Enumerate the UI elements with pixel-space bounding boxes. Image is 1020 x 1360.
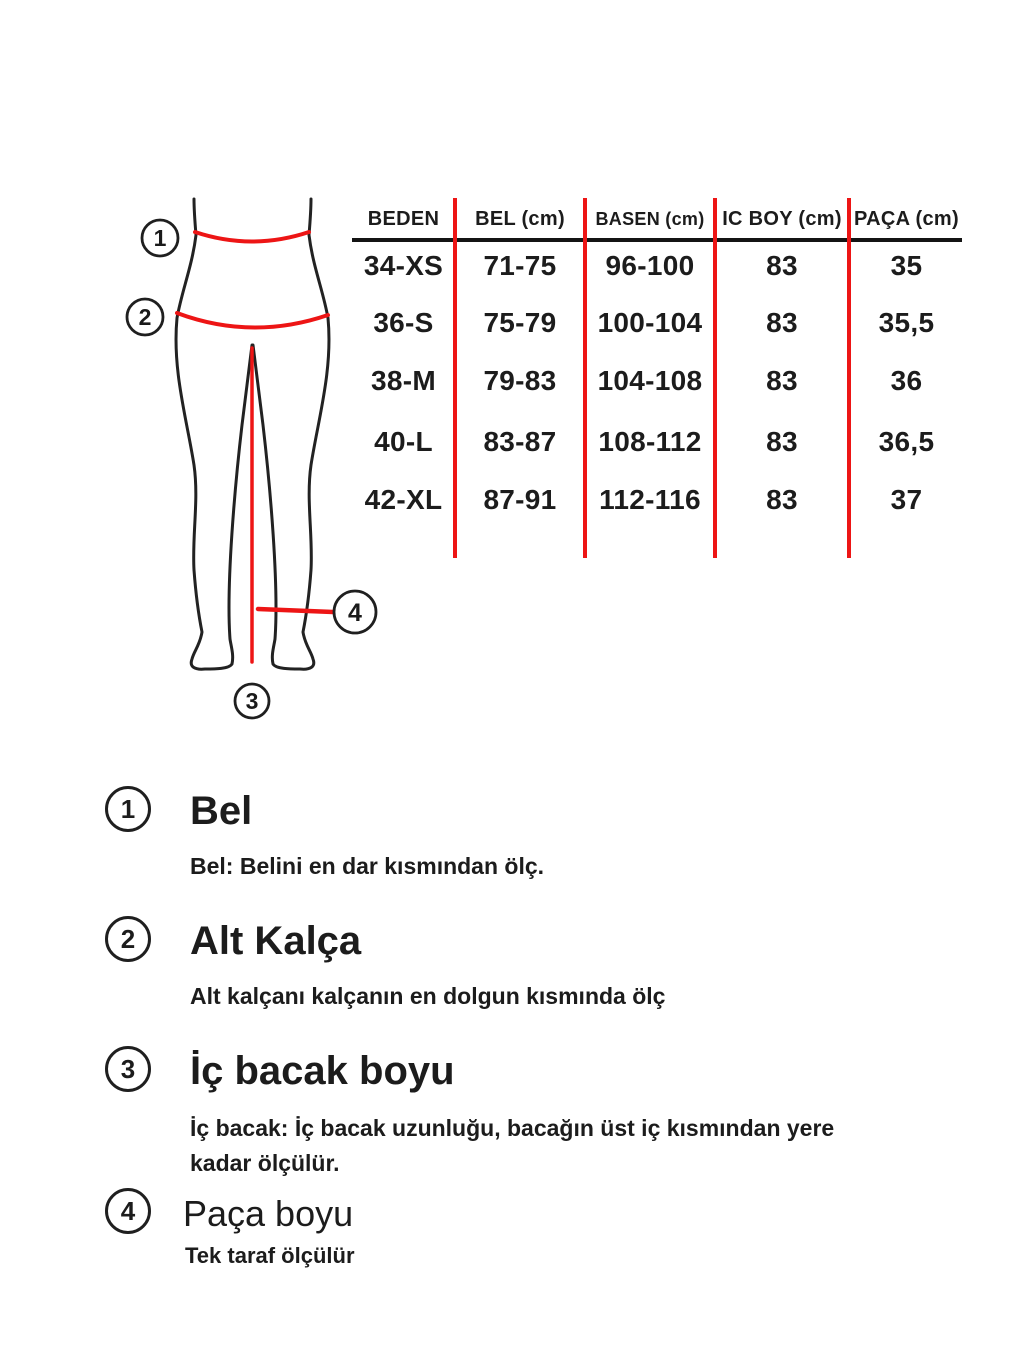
table-row (352, 424, 964, 460)
legend-title-alt-kalca: Alt Kalça (190, 919, 362, 963)
cell-paca: 36 (890, 365, 923, 396)
cell-beden: 36-S (373, 307, 434, 338)
cell-paca: 36,5 (878, 426, 935, 457)
cell-basen: 96-100 (605, 250, 695, 281)
cell-beden: 38-M (371, 365, 436, 396)
hip-line (177, 313, 328, 328)
legend-circle-2: 2 (105, 916, 151, 962)
legend-desc-bel: Bel: Belini en dar kısmından ölç. (190, 853, 545, 879)
waist-line (195, 232, 309, 242)
marker-number-4: 4 (348, 599, 362, 627)
cell-icboy: 83 (766, 426, 798, 457)
marker-number-3: 3 (245, 688, 259, 714)
cell-bel: 87-91 (483, 484, 557, 515)
header-cell-paca: PAÇA (cm) (854, 208, 959, 230)
cell-basen: 104-108 (597, 365, 703, 396)
cell-basen: 112-116 (599, 484, 701, 515)
cell-icboy: 83 (766, 250, 798, 281)
marker-number-2: 2 (138, 304, 152, 330)
cell-bel: 79-83 (483, 365, 557, 396)
legend-desc-paca: Tek taraf ölçülür (185, 1243, 355, 1268)
legend-circle-1: 1 (105, 786, 151, 832)
legend-circle-3: 3 (105, 1046, 151, 1092)
cell-basen: 108-112 (598, 426, 702, 457)
legend-title-ic-bacak: İç bacak boyu (190, 1049, 455, 1093)
cell-bel: 83-87 (483, 426, 557, 457)
cell-bel: 75-79 (483, 307, 557, 338)
hem-line (258, 609, 333, 612)
table-row (352, 305, 964, 341)
marker-number-1: 1 (153, 225, 167, 251)
cell-icboy: 83 (766, 307, 798, 338)
cell-bel: 71-75 (483, 250, 557, 281)
table-row (352, 248, 964, 284)
cell-paca: 35 (890, 250, 923, 281)
legend-title-bel: Bel (190, 789, 253, 833)
cell-icboy: 83 (766, 365, 798, 396)
header-underline (352, 238, 962, 242)
header-cell-basen: BASEN (cm) (595, 209, 705, 229)
legend-desc-alt-kalca: Alt kalçanı kalçanın en dolgun kısmında ölç (190, 983, 666, 1009)
table-row (352, 482, 964, 518)
table-row (352, 363, 964, 399)
legend-title-paca: Paça boyu (183, 1193, 354, 1234)
cell-beden: 40-L (374, 426, 433, 457)
header-cell-beden: BEDEN (367, 208, 440, 230)
header-cell-icboy: IC BOY (cm) (722, 208, 842, 230)
cell-paca: 37 (890, 484, 923, 515)
cell-paca: 35,5 (878, 307, 935, 338)
header-cell-bel: BEL (cm) (475, 208, 565, 230)
legend-circle-4: 4 (105, 1188, 151, 1234)
cell-icboy: 83 (766, 484, 798, 515)
cell-basen: 100-104 (597, 307, 703, 338)
cell-beden: 42-XL (364, 484, 443, 515)
legend-desc-ic-bacak: İç bacak: İç bacak uzunluğu, bacağın üst iç kısmından yere kadar ölçülür. (190, 1115, 835, 1176)
cell-beden: 34-XS (363, 250, 444, 281)
